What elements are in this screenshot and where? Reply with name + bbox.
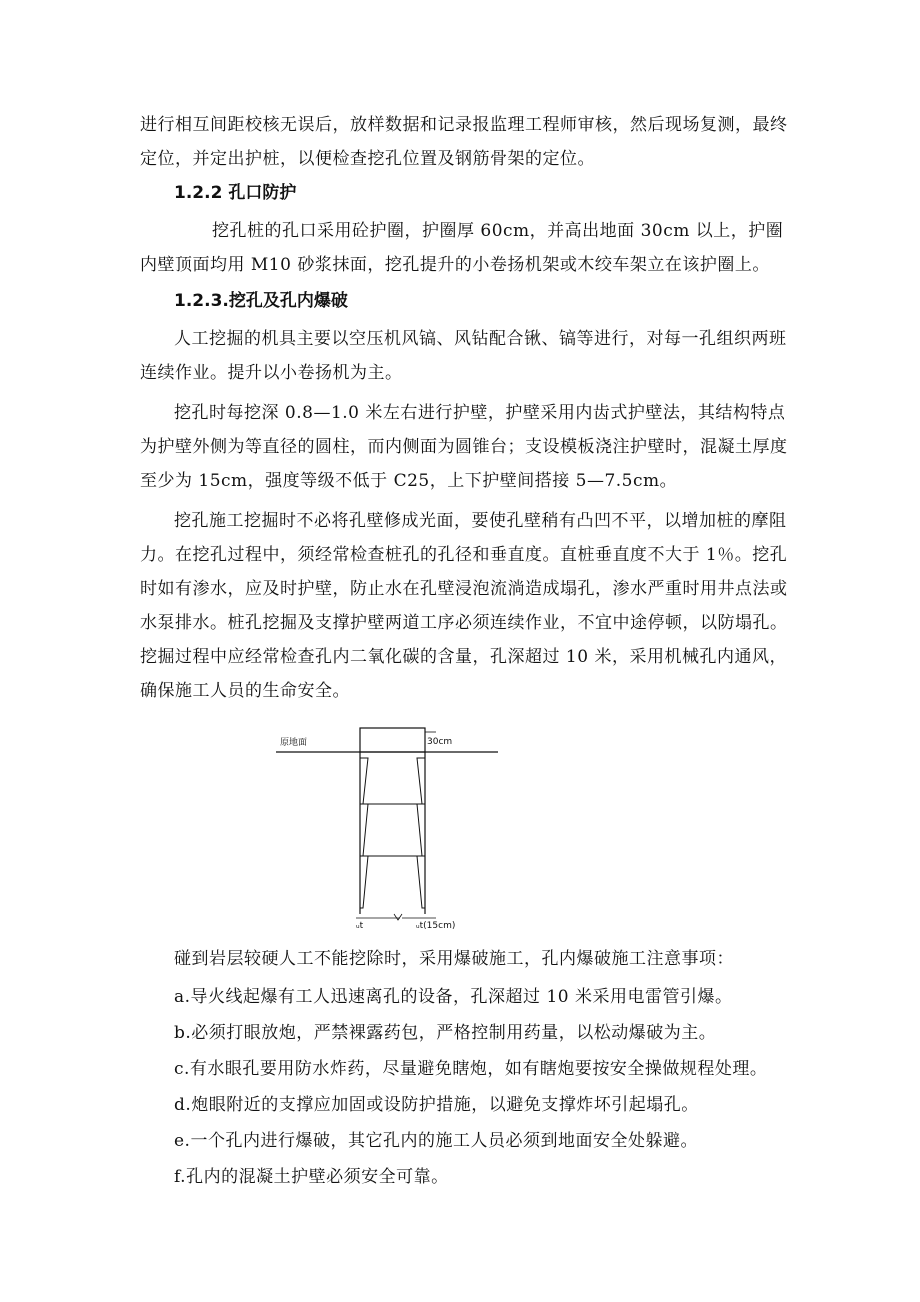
retaining-wall-svg — [276, 722, 506, 932]
paragraph-hole-protection: 挖孔桩的孔口采用砼护圈，护圈厚 60cm，并高出地面 30cm 以上，护圈内壁顶面均用 M10 砂浆抹面，挖孔提升的小卷扬机架或木绞车架立在该护圈上。 — [140, 221, 784, 275]
collar-rect — [360, 728, 425, 752]
wall-seg2-right — [417, 804, 425, 856]
list-item-d: d.炮眼附近的支撑应加固或设防护措施，以避免支撑炸坏引起塌孔。 — [174, 1095, 699, 1115]
list-item-e: e.一个孔内进行爆破，其它孔内的施工人员必须到地面安全处躲避。 — [174, 1131, 698, 1151]
height-label: 30cm — [427, 737, 453, 747]
retaining-wall-diagram — [276, 722, 506, 932]
bottom-right-label: ᵤt(15cm) — [416, 921, 456, 931]
paragraph-excavation-tools: 人工挖掘的机具主要以空压机风镐、风钻配合锹、镐等进行，对每一孔组织两班连续作业。提升以小卷扬机为主。 — [140, 329, 787, 383]
wall-seg2-left — [360, 804, 368, 856]
list-item-b: b.必须打眼放炮，严禁裸露药包，严格控制用药量，以松动爆破为主。 — [174, 1023, 717, 1043]
wall-seg1-right — [417, 758, 425, 804]
break-mark — [394, 914, 402, 920]
list-item-a: a.导火线起爆有工人迅速离孔的设备，孔深超过 10 米采用电雷管引爆。 — [174, 987, 733, 1007]
heading-1-2-2: 1.2.2 孔口防护 — [174, 183, 297, 203]
wall-seg3-left — [360, 856, 368, 908]
list-item-c: c.有水眼孔要用防水炸药，尽量避免瞎炮，如有瞎炮要按安全操做规程处理。 — [174, 1059, 768, 1079]
list-item-f: f.孔内的混凝土护壁必须安全可靠。 — [174, 1167, 449, 1187]
wall-seg1-left — [360, 758, 368, 804]
wall-seg3-right — [417, 856, 425, 908]
paragraph-blasting-intro: 碰到岩层较硬人工不能挖除时，采用爆破施工，孔内爆破施工注意事项： — [174, 949, 734, 969]
heading-1-2-3: 1.2.3.挖孔及孔内爆破 — [174, 291, 348, 311]
paragraph-excavation-notes: 挖孔施工挖掘时不必将孔壁修成光面，要使孔壁稍有凸凹不平，以增加桩的摩阻力。在挖孔过程中，须经常检查桩孔的孔径和垂直度。直桩垂直度不大于 1％。挖孔时如有渗水，应及时护壁，防止水在孔壁浸泡流淌造成塌孔，渗水严重时用井点法或水泵排水。桩孔挖掘及支撑护壁两道工序必须连续作业，不宜中途停顿，以防塌孔。挖掘过程中应经常检查孔内二氧化碳的含量，孔深超过 10 米，采用机械孔内通风，确保施工人员的生命安全。 — [140, 511, 788, 701]
ground-label: 原地面 — [280, 738, 308, 748]
bottom-left-label: ᵤt — [356, 921, 364, 931]
paragraph-retaining-wall: 挖孔时每挖深 0.8—1.0 米左右进行护壁，护壁采用内齿式护壁法，其结构特点为护壁外侧为等直径的圆柱，而内侧面为圆锥台；支设模板浇注护壁时，混凝土厚度至少为 15cm，强度等级不低于 C25，上下护壁间搭接 5—7.5cm。 — [140, 403, 788, 491]
paragraph-intro: 进行相互间距校核无误后，放样数据和记录报监理工程师审核，然后现场复测，最终定位，并定出护桩，以便检查挖孔位置及钢筋骨架的定位。 — [140, 115, 788, 169]
